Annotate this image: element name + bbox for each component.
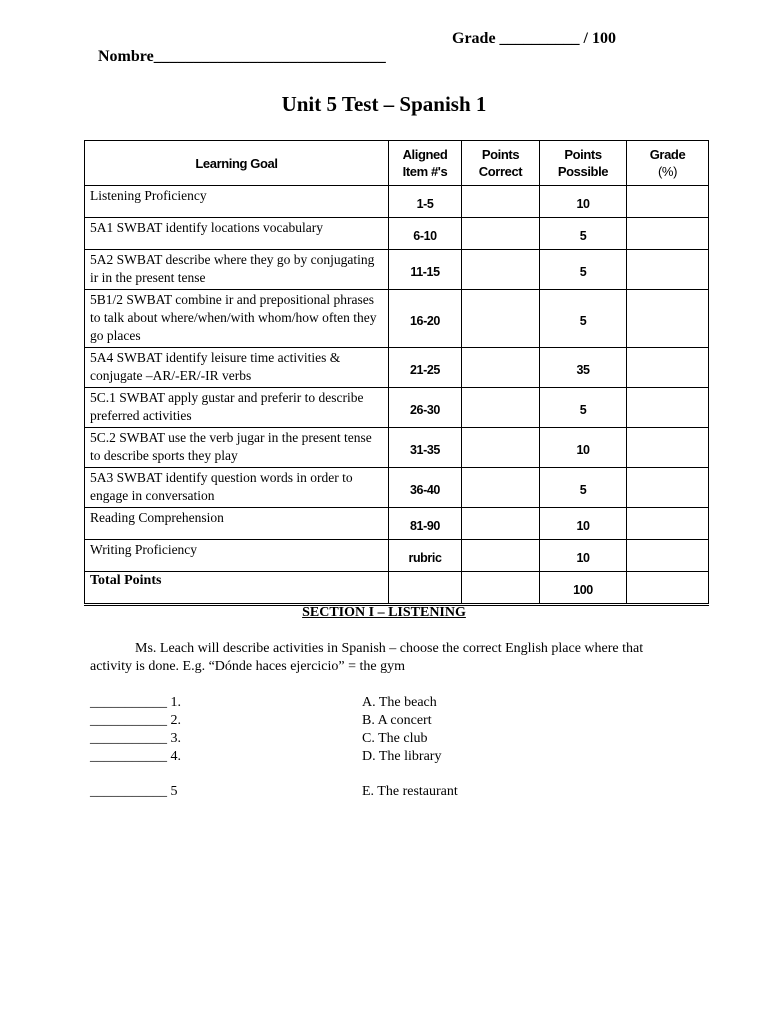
aligned-items-cell: 81-90 [389, 508, 462, 540]
grade-cell[interactable] [627, 290, 709, 348]
answer-blank-3[interactable]: ___________ 3. [90, 731, 181, 746]
total-possible-cell: 100 [540, 572, 627, 605]
points-correct-cell[interactable] [462, 218, 540, 250]
points-possible-cell: 10 [540, 428, 627, 468]
table-row [85, 428, 709, 468]
points-correct-cell[interactable] [462, 428, 540, 468]
points-correct-cell[interactable] [462, 388, 540, 428]
answer-blank-5[interactable]: ___________ 5 [90, 784, 178, 799]
grade-cell[interactable] [627, 388, 709, 428]
learning-goal-cell: 5A1 SWBAT identify locations vocabulary [85, 218, 389, 250]
table-row [85, 540, 709, 572]
grade-cell[interactable] [627, 348, 709, 388]
grade-cell[interactable] [627, 186, 709, 218]
learning-goal-cell: 5C.2 SWBAT use the verb jugar in the present tense to describe sports they play [85, 428, 389, 468]
aligned-items-cell: 16-20 [389, 290, 462, 348]
points-possible-cell: 35 [540, 348, 627, 388]
choice-e: E. The restaurant [362, 784, 458, 799]
learning-goal-cell: 5A2 SWBAT describe where they go by conjugating ir in the present tense [85, 250, 389, 290]
grade-cell[interactable] [627, 250, 709, 290]
points-correct-cell[interactable] [462, 250, 540, 290]
learning-goal-cell: 5C.1 SWBAT apply gustar and preferir to describe preferred activities [85, 388, 389, 428]
grade-cell[interactable] [627, 468, 709, 508]
table-row [85, 250, 709, 290]
learning-goal-cell: Listening Proficiency [85, 186, 389, 218]
name-field-label[interactable]: Nombre_____________________________ [98, 48, 386, 65]
aligned-items-cell: 36-40 [389, 468, 462, 508]
section-title: SECTION I – LISTENING [302, 605, 466, 620]
total-items-cell [389, 572, 462, 605]
points-possible-cell: 5 [540, 290, 627, 348]
table-row [85, 388, 709, 428]
header-points-possible: Points Possible [540, 141, 627, 186]
section-instructions: Ms. Leach will describe activities in Spanish – choose the correct English place where that activity is done. E.g. “Dónde haces ejercicio” = the gym [90, 641, 644, 674]
table-row [85, 186, 709, 218]
points-correct-cell[interactable] [462, 468, 540, 508]
learning-goal-cell: 5A3 SWBAT identify question words in order to engage in conversation [85, 468, 389, 508]
choice-b: B. A concert [362, 713, 432, 728]
points-possible-cell: 5 [540, 250, 627, 290]
aligned-items-cell: 26-30 [389, 388, 462, 428]
aligned-items-cell: 31-35 [389, 428, 462, 468]
points-possible-cell: 10 [540, 186, 627, 218]
answer-blank-2[interactable]: ___________ 2. [90, 713, 181, 728]
learning-goal-cell: Writing Proficiency [85, 540, 389, 572]
grade-cell[interactable] [627, 218, 709, 250]
answer-blank-4[interactable]: ___________ 4. [90, 749, 181, 764]
points-correct-cell[interactable] [462, 508, 540, 540]
total-points-label: Total Points [85, 572, 389, 605]
grade-field-label[interactable]: Grade __________ / 100 [452, 30, 616, 47]
header-learning-goal: Learning Goal [85, 141, 389, 186]
choice-c: C. The club [362, 731, 428, 746]
table-row [85, 218, 709, 250]
learning-goal-cell: Reading Comprehension [85, 508, 389, 540]
table-row [85, 468, 709, 508]
points-possible-cell: 5 [540, 388, 627, 428]
points-correct-cell[interactable] [462, 186, 540, 218]
total-correct-cell[interactable] [462, 572, 540, 605]
header [90, 30, 650, 84]
page-title: Unit 5 Test – Spanish 1 [281, 92, 487, 116]
grade-cell[interactable] [627, 540, 709, 572]
points-possible-cell: 5 [540, 468, 627, 508]
learning-goals-table [84, 140, 709, 606]
points-possible-cell: 10 [540, 508, 627, 540]
grade-cell[interactable] [627, 508, 709, 540]
points-possible-cell: 10 [540, 540, 627, 572]
learning-goal-cell: 5A4 SWBAT identify leisure time activities & conjugate –AR/-ER/-IR verbs [85, 348, 389, 388]
choice-a: A. The beach [362, 695, 437, 710]
header-grade: Grade (%) [627, 141, 709, 186]
header-points-correct: Points Correct [462, 141, 540, 186]
points-correct-cell[interactable] [462, 348, 540, 388]
table-row [85, 290, 709, 348]
learning-goal-cell: 5B1/2 SWBAT combine ir and prepositional phrases to talk about where/when/with whom/how often they go places [85, 290, 389, 348]
points-possible-cell: 5 [540, 218, 627, 250]
table-row [85, 348, 709, 388]
table-header-row [85, 141, 709, 186]
grade-cell[interactable] [627, 428, 709, 468]
aligned-items-cell: rubric [389, 540, 462, 572]
aligned-items-cell: 11-15 [389, 250, 462, 290]
points-correct-cell[interactable] [462, 540, 540, 572]
aligned-items-cell: 21-25 [389, 348, 462, 388]
aligned-items-cell: 1-5 [389, 186, 462, 218]
answer-blank-1[interactable]: ___________ 1. [90, 695, 181, 710]
points-correct-cell[interactable] [462, 290, 540, 348]
table-row [85, 508, 709, 540]
choice-d: D. The library [362, 749, 442, 764]
total-row [85, 572, 709, 605]
aligned-items-cell: 6-10 [389, 218, 462, 250]
total-grade-cell[interactable] [627, 572, 709, 605]
header-aligned-items: Aligned Item #'s [389, 141, 462, 186]
